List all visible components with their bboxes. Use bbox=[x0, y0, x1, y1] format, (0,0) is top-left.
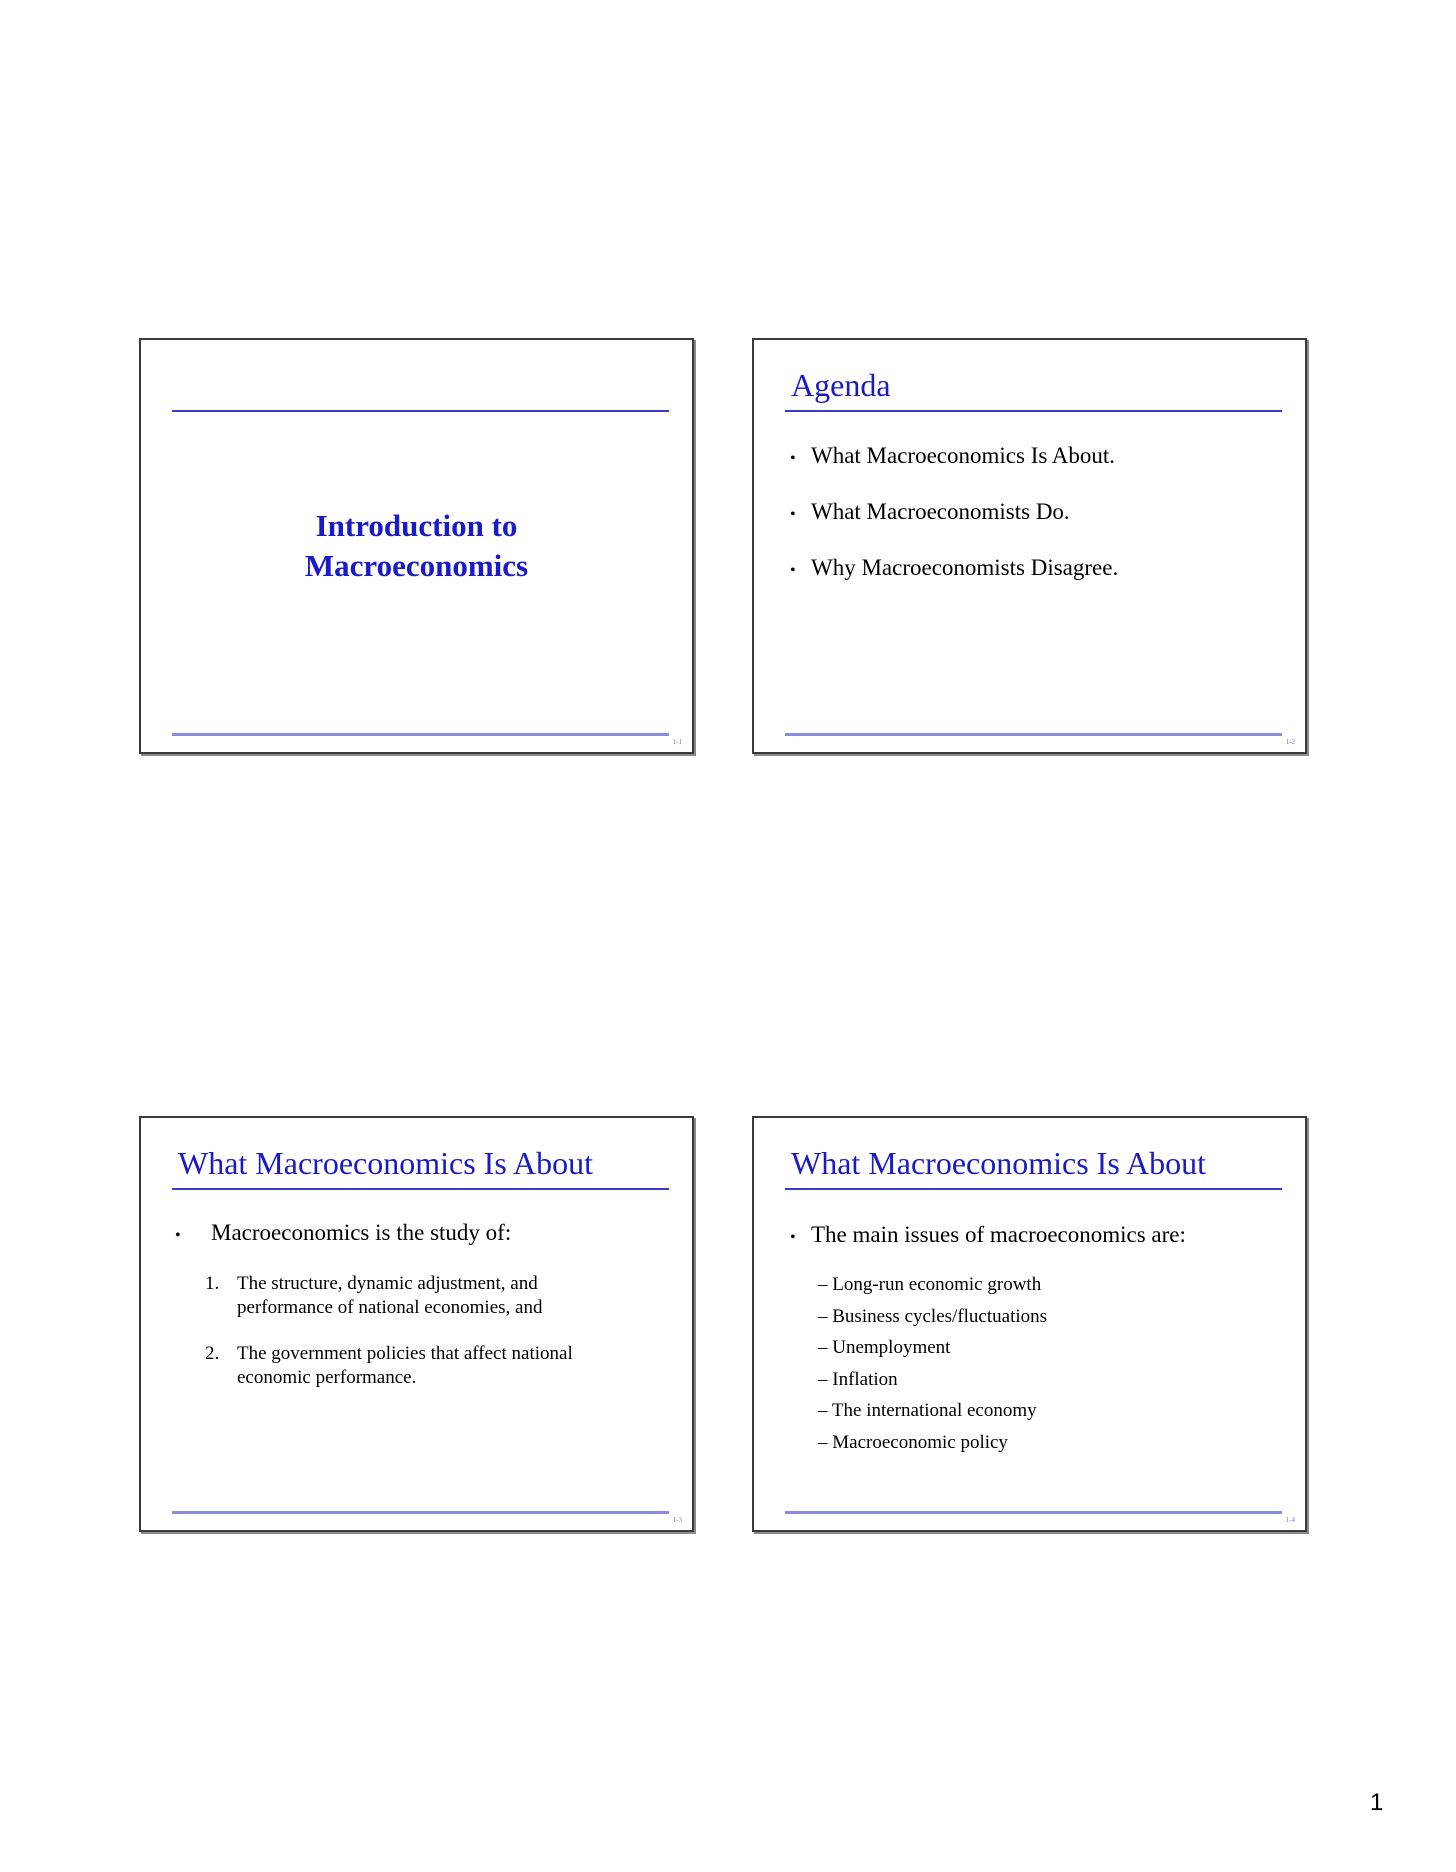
slide-2 bbox=[752, 338, 1307, 754]
list-item: – Long-run economic growth bbox=[818, 1274, 1042, 1295]
slide-number: 1-1 bbox=[672, 738, 682, 746]
slide-title bbox=[141, 506, 692, 586]
agenda-list bbox=[790, 443, 1118, 611]
bullet-icon: • bbox=[790, 506, 796, 523]
item-number: 2. bbox=[205, 1343, 220, 1364]
list-item bbox=[205, 1342, 627, 1390]
slide-number: 1-4 bbox=[1285, 1516, 1295, 1524]
slide-top-rule bbox=[172, 410, 669, 412]
slide-bottom-rule bbox=[785, 1511, 1282, 1514]
page-number: 1 bbox=[1370, 1789, 1384, 1816]
item-text: The government policies that affect national economic performance. bbox=[237, 1343, 573, 1388]
bullet-text: Macroeconomics is the study of: bbox=[211, 1220, 512, 1245]
slide-1 bbox=[139, 338, 694, 754]
list-item bbox=[790, 555, 1118, 611]
list-item bbox=[790, 499, 1118, 555]
slide-top-rule bbox=[785, 1188, 1282, 1190]
list-item: – Macroeconomic policy bbox=[818, 1431, 1008, 1453]
list-item-text: What Macroeconomists Do. bbox=[811, 499, 1070, 524]
numbered-list bbox=[205, 1272, 627, 1412]
title-line: Introduction to bbox=[315, 508, 518, 543]
slide-title: Agenda bbox=[791, 367, 891, 403]
list-item-text: What Macroeconomics Is About. bbox=[811, 443, 1116, 468]
bullet-line bbox=[175, 1220, 511, 1246]
slide-bottom-rule bbox=[172, 733, 669, 736]
list-item: – The international economy bbox=[818, 1400, 1037, 1421]
item-number: 1. bbox=[205, 1273, 220, 1294]
item-text: The structure, dynamic adjustment, and performance of national economies, and bbox=[237, 1273, 543, 1318]
list-item bbox=[205, 1272, 627, 1320]
bullet-icon: • bbox=[790, 1229, 796, 1246]
slide-title: What Macroeconomics Is About bbox=[791, 1145, 1206, 1181]
sub-list bbox=[818, 1273, 1047, 1462]
bullet-line bbox=[790, 1222, 1186, 1248]
slide-top-rule bbox=[785, 410, 1282, 412]
slide-number: 1-3 bbox=[672, 1516, 682, 1524]
bullet-icon: • bbox=[790, 562, 796, 579]
list-item: – Inflation bbox=[818, 1368, 898, 1390]
list-item: – Business cycles/fluctuations bbox=[818, 1305, 1048, 1327]
slide-title: What Macroeconomics Is About bbox=[178, 1145, 593, 1181]
title-line: Macroeconomics bbox=[304, 548, 529, 583]
list-item: – Unemployment bbox=[818, 1337, 951, 1358]
list-item-text: Why Macroeconomists Disagree. bbox=[811, 555, 1119, 580]
slide-bottom-rule bbox=[172, 1511, 669, 1514]
bullet-icon: • bbox=[790, 450, 796, 467]
slide-4 bbox=[752, 1116, 1307, 1532]
slide-3 bbox=[139, 1116, 694, 1532]
bullet-text: The main issues of macroeconomics are: bbox=[811, 1222, 1186, 1247]
list-item bbox=[790, 443, 1118, 499]
bullet-icon: • bbox=[175, 1227, 181, 1244]
slide-top-rule bbox=[172, 1188, 669, 1190]
slide-number: 1-2 bbox=[1285, 738, 1295, 746]
slide-bottom-rule bbox=[785, 733, 1282, 736]
